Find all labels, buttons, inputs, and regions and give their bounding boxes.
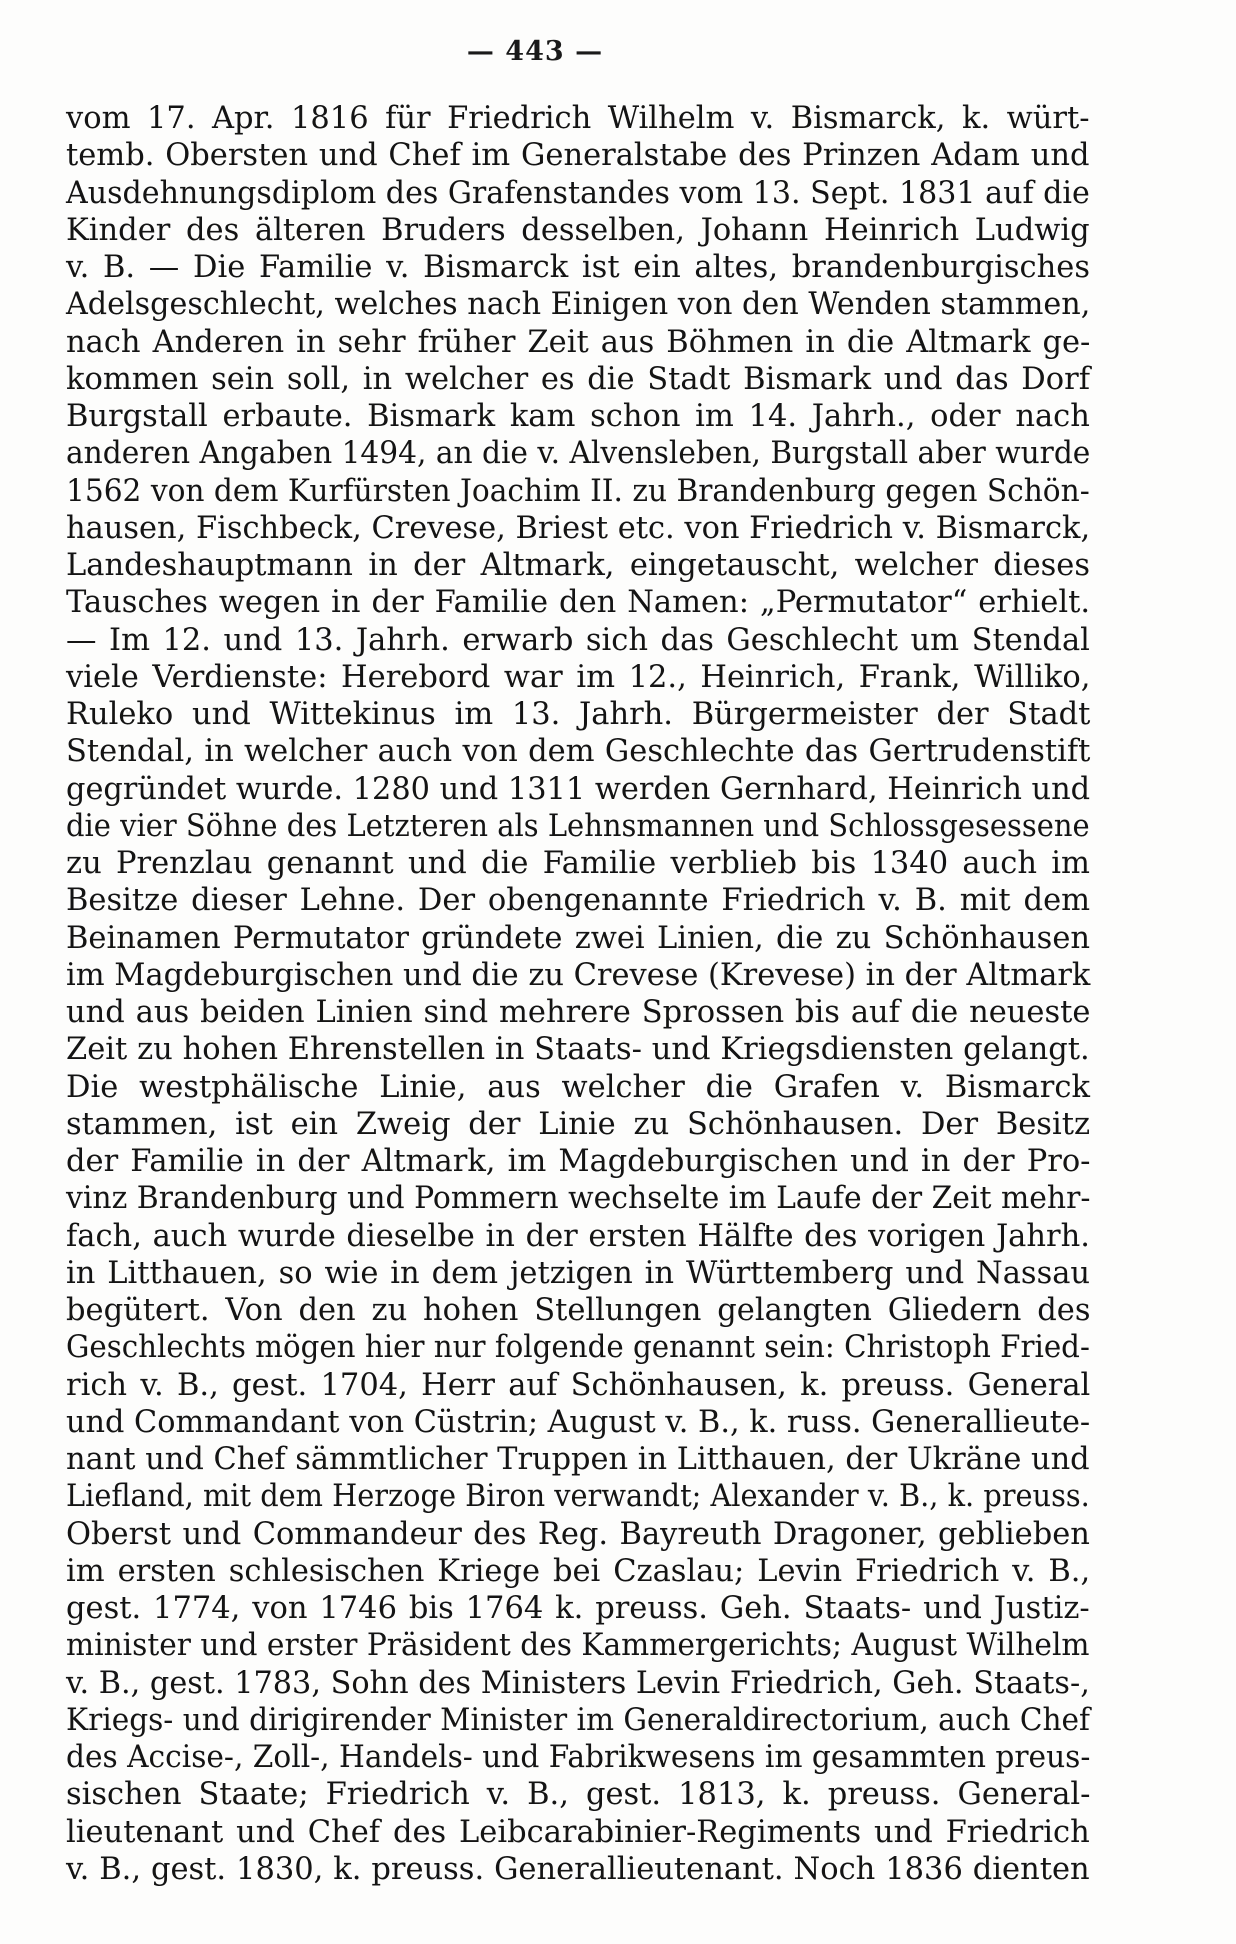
text-line: temb. Obersten und Chef im Generalstabe des Prinzen Adam und <box>66 138 1090 174</box>
text-line: Ruleko und Wittekinus im 13. Jahrh. Bürgermeister der Stadt <box>66 697 1091 732</box>
text-line: in Litthauen, so wie in dem jetzigen in Württemberg und Nassau <box>66 1255 1091 1291</box>
text-line: viele Verdienste: Herebord war im 12., Heinrich, Frank, Williko, <box>66 659 1091 695</box>
text-line: Kinder des älteren Bruders desselben, Johann Heinrich Ludwig <box>66 212 1090 248</box>
text-line: Ausdehnungsdiplom des Grafenstandes vom 13. Sept. 1831 auf die <box>66 175 1090 211</box>
text-line: hausen, Fischbeck, Crevese, Briest etc. von Friedrich v. Bismarck, <box>66 510 1091 546</box>
text-line: vinz Brandenburg und Pommern wechselte im Laufe der Zeit mehr- <box>66 1181 1091 1217</box>
text-line: Burgstall erbaute. Bismark kam schon im 14. Jahrh., oder nach <box>66 399 1090 434</box>
text-line: im ersten schlesischen Kriege bei Czaslau; Levin Friedrich v. B., <box>66 1553 1091 1589</box>
text-line: Tausches wegen in der Familie den Namen: „Permutator“ erhielt. <box>66 585 1091 621</box>
text-line: vom 17. Apr. 1816 für Friedrich Wilhelm v. Bismarck, k. würt- <box>66 101 1090 136</box>
text-line: fach, auch wurde dieselbe in der ersten Hälfte des vorigen Jahrh. <box>66 1218 1090 1254</box>
text-line: v. B., gest. 1783, Sohn des Ministers Levin Friedrich, Geh. Staats-, <box>66 1665 1090 1701</box>
text-line: Adelsgeschlecht, welches nach Einigen von den Wenden stammen, <box>66 287 1091 323</box>
text-line: anderen Angaben 1494, an die v. Alvensleben, Burgstall aber wurde <box>66 436 1091 472</box>
text-line: nach Anderen in sehr früher Zeit aus Böhmen in die Altmark ge- <box>66 324 1091 360</box>
text-line: gest. 1774, von 1746 bis 1764 k. preuss. Geh. Staats- und Justiz- <box>66 1591 1090 1626</box>
text-line: gegründet wurde. 1280 und 1311 werden Gernhard, Heinrich und <box>66 771 1091 807</box>
text-line: und Commandant von Cüstrin; August v. B., k. russ. Generallieute- <box>66 1404 1091 1440</box>
text-line: — Im 12. und 13. Jahrh. erwarb sich das Geschlecht um Stendal <box>66 622 1090 658</box>
text-line: Kriegs- und dirigirender Minister im Generaldirectorium, auch Chef <box>66 1702 1090 1738</box>
text-line: kommen sein soll, in welcher es die Stadt Bismark und das Dorf <box>66 361 1090 397</box>
text-line: Landeshauptmann in der Altmark, eingetauscht, welcher dieses <box>66 548 1090 583</box>
text-line: lieutenant und Chef des Leibcarabinier-Regiments und Friedrich <box>66 1814 1090 1850</box>
text-line: Stendal, in welcher auch von dem Geschlechte das Gertrudenstift <box>66 734 1091 770</box>
text-line: minister und erster Präsident des Kammergerichts; August Wilhelm <box>66 1628 1090 1664</box>
text-line: 1562 von dem Kurfürsten Joachim II. zu Brandenburg gegen Schön- <box>66 473 1090 509</box>
text-line: nant und Chef sämmtlicher Truppen in Litthauen, der Ukräne und <box>66 1442 1090 1477</box>
text-line: Zeit zu hohen Ehrenstellen in Staats- und Kriegsdiensten gelangt. <box>66 1032 1090 1068</box>
text-line: stammen, ist ein Zweig der Linie zu Schönhausen. Der Besitz <box>66 1106 1091 1142</box>
text-line: zu Prenzlau genannt und die Familie verblieb bis 1340 auch im <box>66 846 1090 881</box>
text-line: Besitze dieser Lehne. Der obengenannte Friedrich v. B. mit dem <box>66 883 1091 919</box>
text-line: Die westphälische Linie, aus welcher die Grafen v. Bismarck <box>66 1069 1090 1105</box>
text-line: die vier Söhne des Letzteren als Lehnsmannen und Schlossgesessene <box>66 808 1090 844</box>
text-line: sischen Staate; Friedrich v. B., gest. 1813, k. preuss. General- <box>66 1777 1091 1813</box>
text-line: der Familie in der Altmark, im Magdeburgischen und in der Pro- <box>66 1144 1091 1179</box>
page-number: — 443 — <box>466 36 604 67</box>
text-line: Liefland, mit dem Herzoge Biron verwandt; Alexander v. B., k. preuss. <box>66 1479 1090 1515</box>
text-line: v. B., gest. 1830, k. preuss. Generallieutenant. Noch 1836 dienten <box>66 1851 1090 1887</box>
text-line: rich v. B., gest. 1704, Herr auf Schönhausen, k. preuss. General <box>66 1367 1091 1403</box>
text-line: des Accise-, Zoll-, Handels- und Fabrikwesens im gesammten preus- <box>66 1740 1091 1775</box>
text-line: Oberst und Commandeur des Reg. Bayreuth Dragoner, geblieben <box>66 1516 1090 1552</box>
text-line: und aus beiden Linien sind mehrere Sprossen bis auf die neueste <box>66 995 1091 1030</box>
text-line: v. B. — Die Familie v. Bismarck ist ein altes, brandenburgisches <box>66 250 1090 285</box>
text-line: Beinamen Permutator gründete zwei Linien, die zu Schönhausen <box>66 920 1091 956</box>
text-line: begütert. Von den zu hohen Stellungen gelangten Gliedern des <box>66 1293 1091 1328</box>
body-text <box>66 100 1090 1888</box>
text-line: im Magdeburgischen und die zu Crevese (Krevese) in der Altmark <box>66 957 1091 993</box>
text-line: Geschlechts mögen hier nur folgende genannt sein: Christoph Fried- <box>66 1330 1090 1366</box>
